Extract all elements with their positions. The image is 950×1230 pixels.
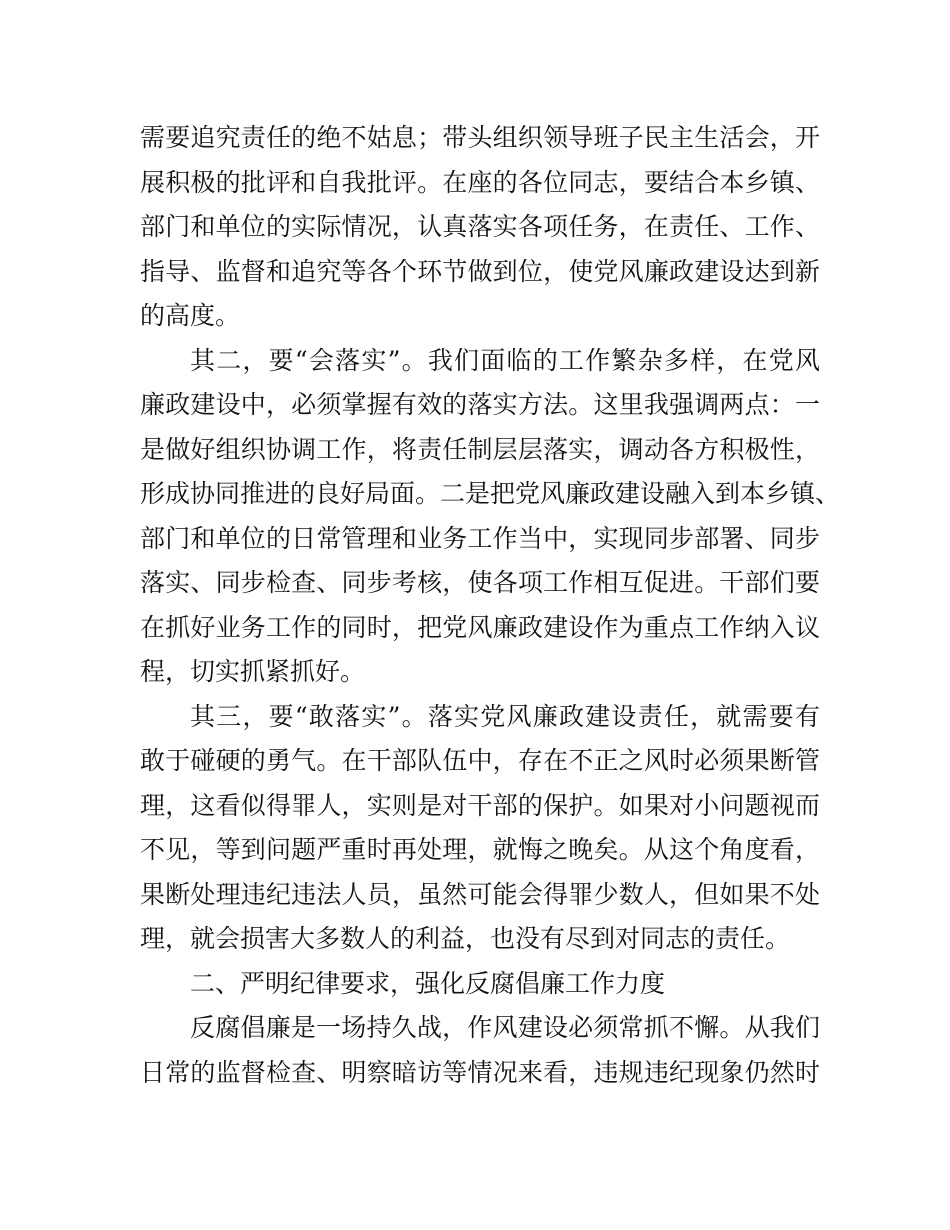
section-heading: 二、严明纪律要求，强化反腐倡廉工作力度 xyxy=(190,968,666,998)
text-line: 需要追究责任的绝不姑息；带头组织领导班子民主生活会，开 xyxy=(140,123,820,152)
text-line: 敢于碰硬的勇气。在干部队伍中，存在不正之风时必须果断管 xyxy=(140,746,820,775)
text-line: 理，就会损害大多数人的利益，也没有尽到对同志的责任。 xyxy=(140,924,791,953)
text-line: 指导、监督和追究等各个环节做到位，使党风廉政建设达到新 xyxy=(140,256,820,286)
text-line: 果断处理违纪违法人员，虽然可能会得罪少数人，但如果不处 xyxy=(140,879,820,909)
text-line: 反腐倡廉是一场持久战，作风建设必须常抓不懈。从我们 xyxy=(190,1013,820,1042)
text-line: 其三，要“敢落实”。落实党风廉政建设责任，就需要有 xyxy=(190,701,820,731)
body-text xyxy=(140,116,841,1095)
text-line: 理，这看似得罪人，实则是对干部的保护。如果对小问题视而 xyxy=(140,790,820,820)
text-line: 部门和单位的日常管理和业务工作当中，实现同步部署、同步 xyxy=(140,523,820,553)
text-line: 程，切实抓紧抓好。 xyxy=(140,657,366,686)
text-line: 廉政建设中，必须掌握有效的落实方法。这里我强调两点：一 xyxy=(140,390,820,419)
text-line: 在抓好业务工作的同时，把党风廉政建设作为重点工作纳入议 xyxy=(140,612,820,642)
text-line: 其二，要“会落实”。我们面临的工作繁杂多样，在党风 xyxy=(190,345,820,375)
text-line: 是做好组织协调工作，将责任制层层落实，调动各方积极性， xyxy=(140,434,820,464)
text-line: 日常的监督检查、明察暗访等情况来看，违规违纪现象仍然时 xyxy=(140,1057,820,1087)
text-line: 展积极的批评和自我批评。在座的各位同志，要结合本乡镇、 xyxy=(140,167,820,197)
text-line: 的高度。 xyxy=(140,301,241,330)
text-line: 落实、同步检查、同步考核，使各项工作相互促进。干部们要 xyxy=(140,568,820,597)
text-line: 形成协同推进的良好局面。二是把党风廉政建设融入到本乡镇、 xyxy=(140,479,841,508)
text-line: 不见，等到问题严重时再处理，就悔之晚矣。从这个角度看， xyxy=(140,835,820,864)
text-line: 部门和单位的实际情况，认真落实各项任务，在责任、工作、 xyxy=(140,212,820,241)
